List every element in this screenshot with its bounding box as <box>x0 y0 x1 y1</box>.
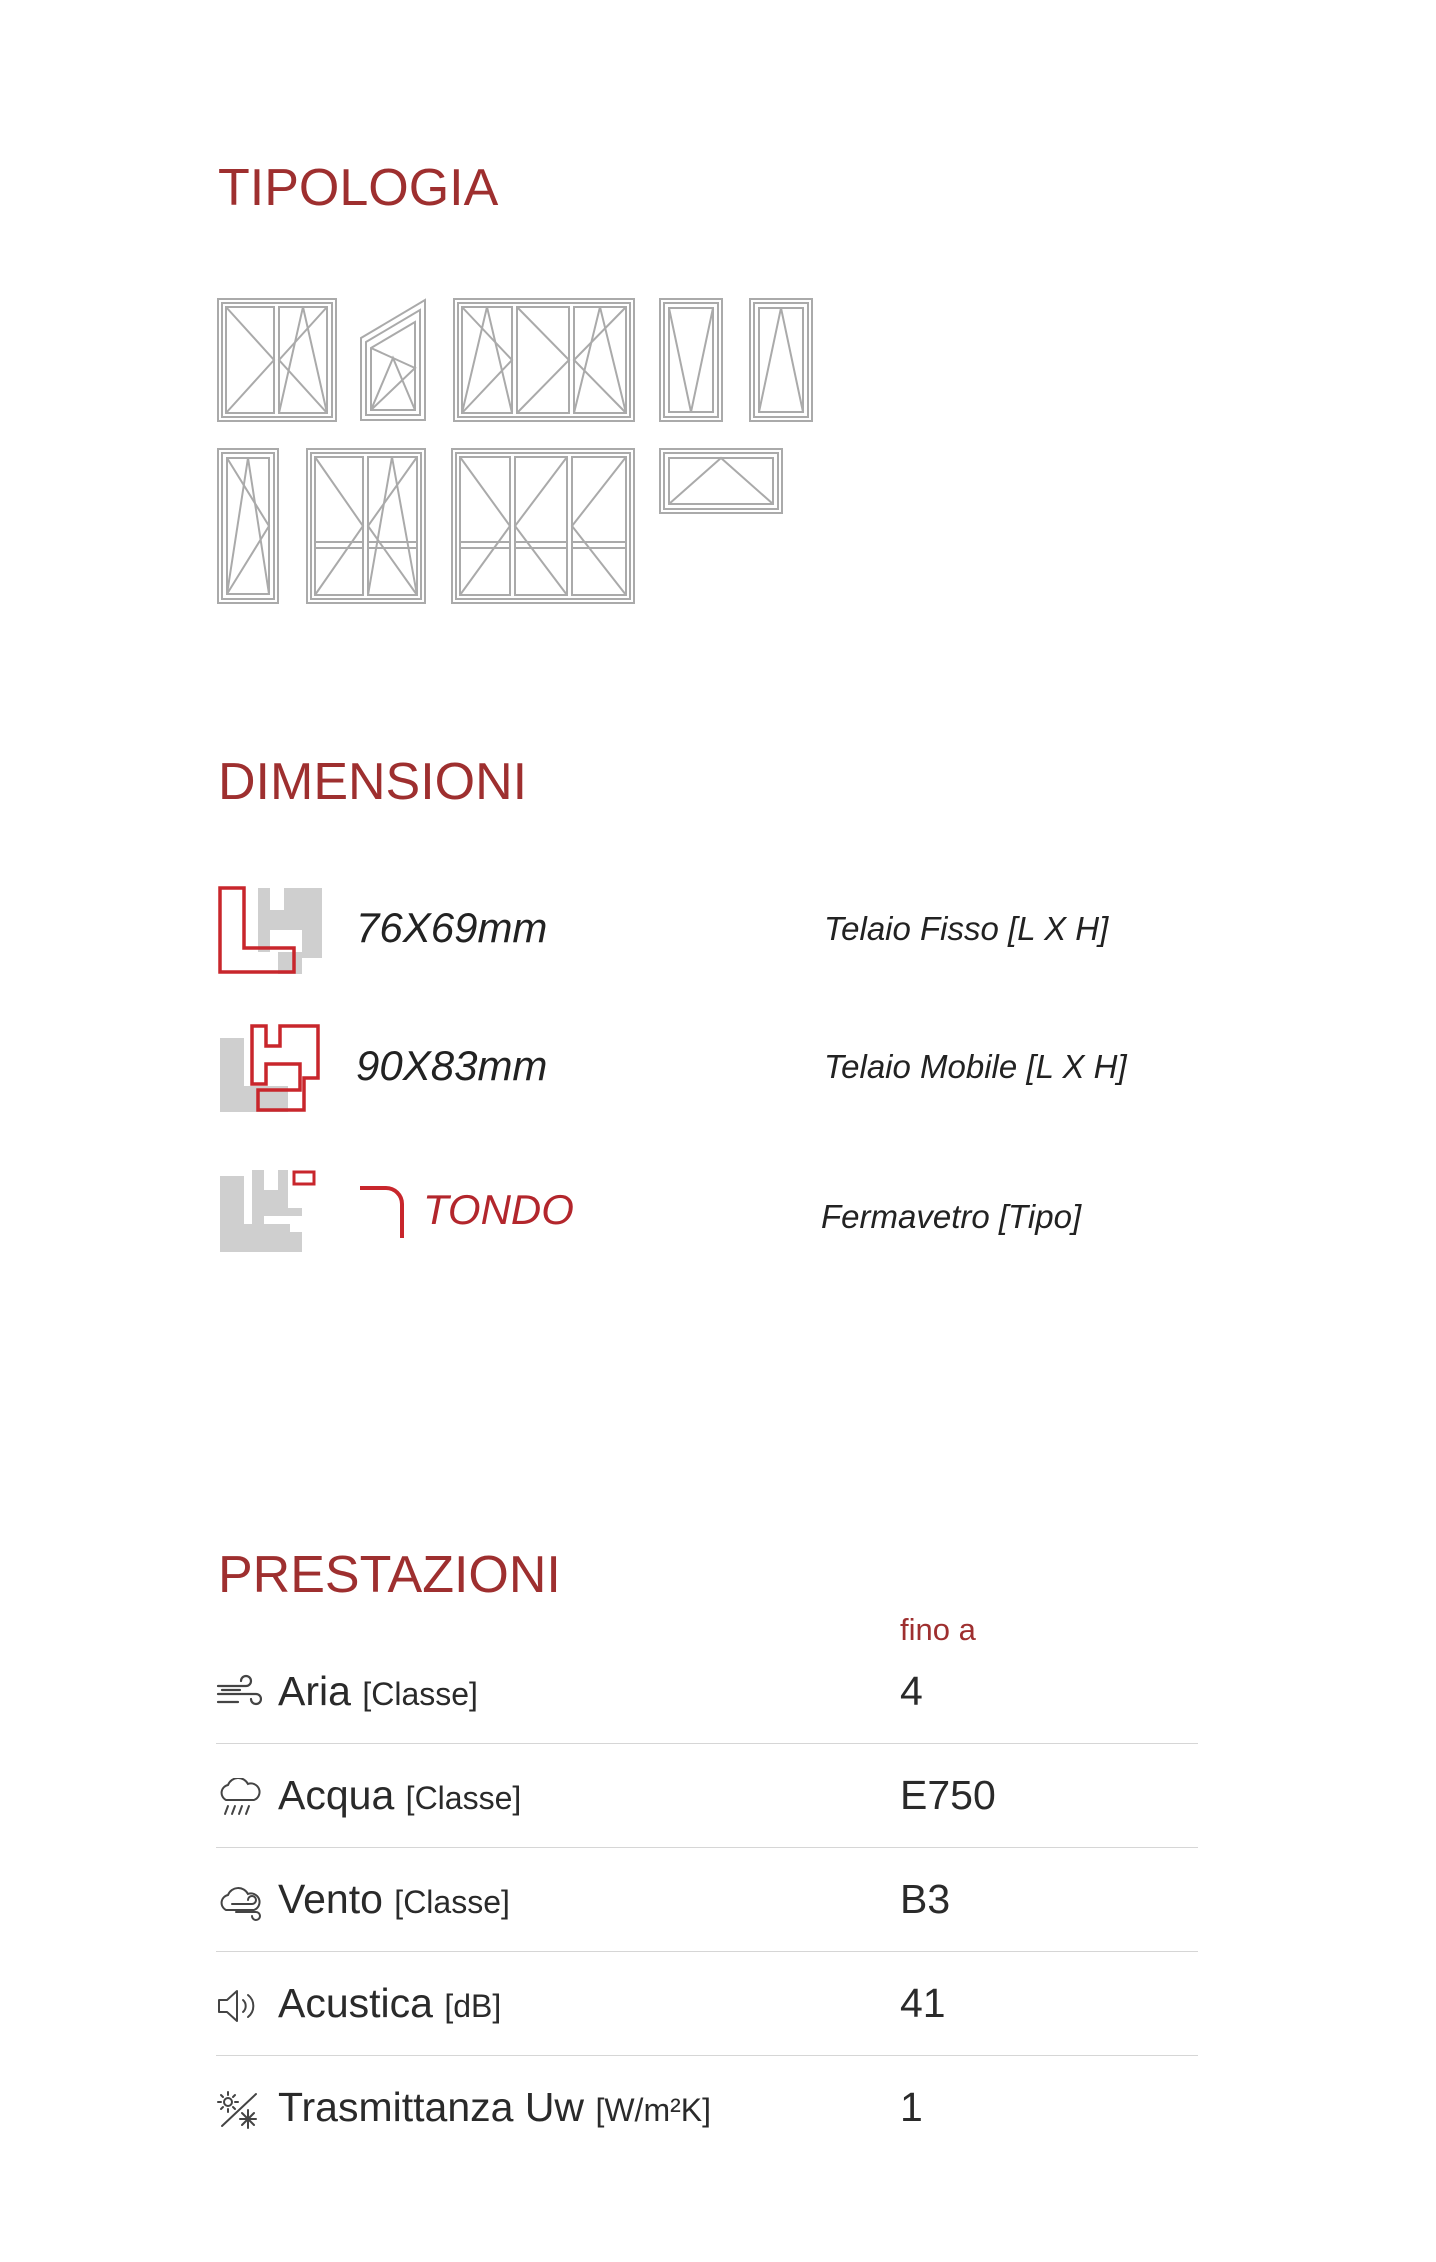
column-header-fino-a: fino a <box>900 1612 976 1647</box>
triple-balcony-door-icon <box>451 448 635 604</box>
tondo-bead-icon <box>356 1182 408 1245</box>
dim-label-fermavetro: Fermavetro [Tipo] <box>821 1198 1082 1235</box>
tall-tilt-turn-window-icon <box>217 448 279 604</box>
performance-table <box>216 1640 1198 2159</box>
section-title-prestazioni: PRESTAZIONI <box>218 1546 561 1604</box>
tilt-turn-single-window-icon <box>359 298 427 422</box>
dim-value-telaio-fisso: 76X69mm <box>356 904 548 951</box>
glazing-bead-profile-icon <box>218 1168 322 1263</box>
dim-value-fermavetro: TONDO <box>423 1186 574 1233</box>
performance-value-acustica: 41 <box>900 1980 946 2026</box>
performance-row-acqua <box>216 1744 1198 1848</box>
triple-casement-window-icon <box>453 298 635 422</box>
performance-row-acustica <box>216 1952 1198 2056</box>
performance-name: Acustica [dB] <box>278 1980 502 2026</box>
dim-row-telaio-fisso <box>218 886 1218 976</box>
double-casement-window-icon <box>217 298 337 422</box>
performance-row-trasmittanza <box>216 2056 1198 2159</box>
performance-row-vento <box>216 1848 1198 1952</box>
dim-label-telaio-fisso: Telaio Fisso [L X H] <box>824 910 1109 947</box>
wind-cloud-icon <box>216 1882 262 1922</box>
dim-label-telaio-mobile: Telaio Mobile [L X H] <box>824 1048 1127 1085</box>
section-title-dimensioni: DIMENSIONI <box>218 753 528 811</box>
performance-name: Vento [Classe] <box>278 1876 510 1922</box>
section-title-tipologia: TIPOLOGIA <box>218 159 499 217</box>
performance-value-trasmittanza: 1 <box>900 2084 923 2130</box>
performance-name: Acqua [Classe] <box>278 1772 522 1818</box>
double-balcony-door-icon <box>306 448 426 604</box>
transom-window-icon <box>659 448 783 514</box>
frame-mobile-profile-icon <box>218 1024 322 1119</box>
performance-value-acqua: E750 <box>900 1772 996 1818</box>
performance-value-vento: B3 <box>900 1876 951 1922</box>
narrow-single-casement-icon <box>659 298 723 422</box>
speaker-sound-icon <box>216 1986 262 2026</box>
narrow-tilt-window-icon <box>749 298 813 422</box>
dim-row-telaio-mobile <box>218 1024 1218 1114</box>
sun-snowflake-icon <box>216 2090 262 2130</box>
dim-value-telaio-mobile: 90X83mm <box>356 1042 548 1089</box>
performance-name: Trasmittanza Uw [W/m²K] <box>278 2084 711 2130</box>
frame-fixed-profile-icon <box>218 886 322 981</box>
performance-value-aria: 4 <box>900 1668 923 1714</box>
performance-name: Aria [Classe] <box>278 1668 478 1714</box>
performance-row-aria <box>216 1640 1198 1744</box>
dim-row-fermavetro <box>218 1168 1218 1258</box>
wind-air-icon <box>216 1674 262 1714</box>
rain-cloud-icon <box>216 1778 262 1818</box>
